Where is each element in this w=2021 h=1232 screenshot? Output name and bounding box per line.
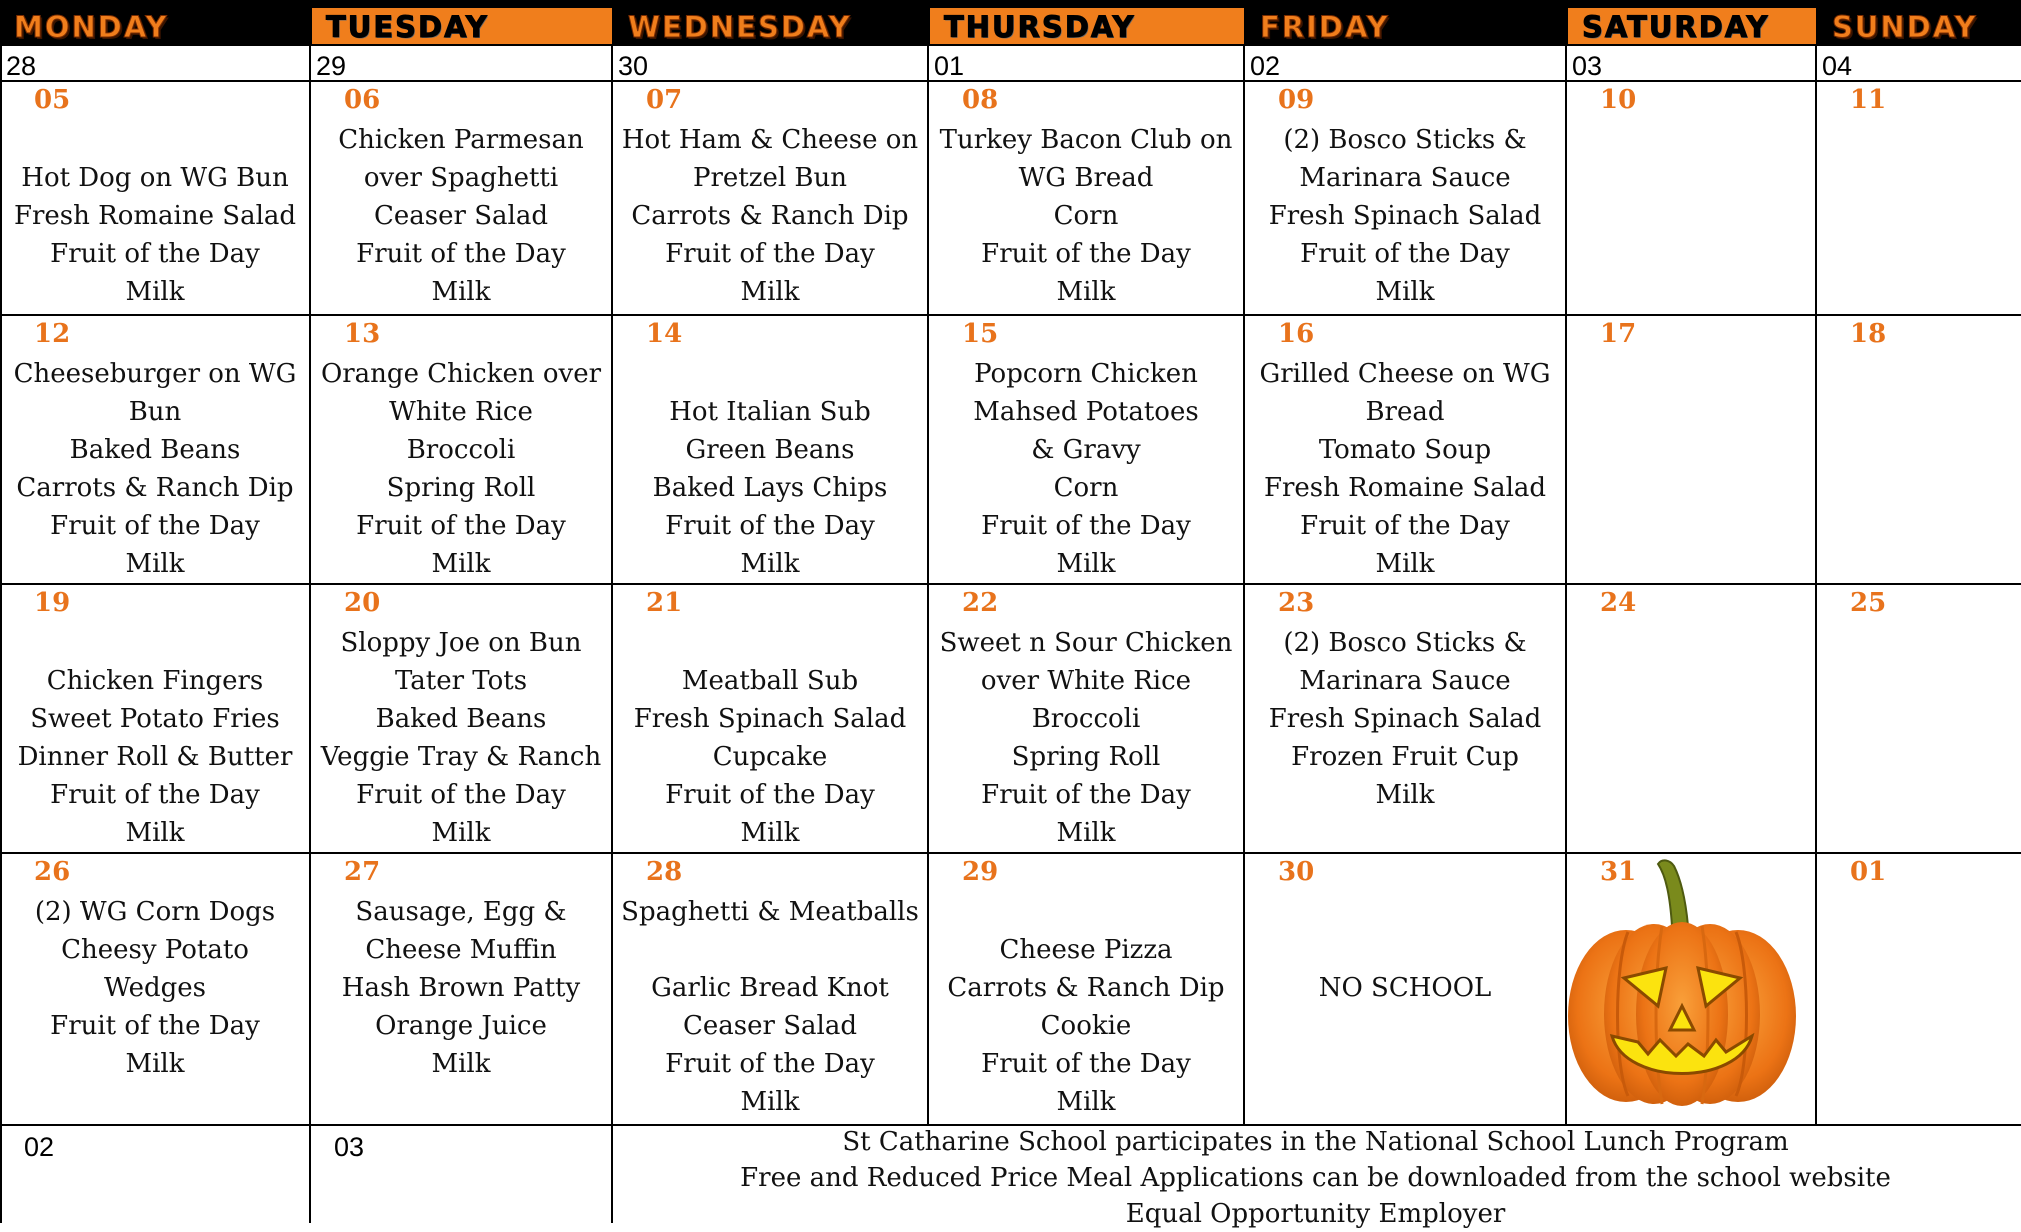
date-number: 24 (1600, 588, 1637, 618)
date-number: 27 (344, 857, 381, 887)
menu-item: Fruit of the Day (981, 511, 1191, 541)
menu-items (310, 624, 612, 852)
menu-items (612, 624, 928, 852)
row-divider (0, 80, 2021, 82)
menu-item: Spring Roll (1011, 742, 1161, 772)
prev-month-day: 02 (1250, 51, 1281, 81)
menu-item: Bun (128, 397, 182, 427)
date-number: 18 (1850, 319, 1887, 349)
menu-item: Baked Beans (69, 435, 241, 465)
date-number: 07 (646, 85, 683, 115)
menu-items (928, 893, 1244, 1121)
menu-item: Fresh Romaine Salad (13, 201, 297, 231)
menu-item: Milk (1375, 277, 1435, 307)
menu-item: Sausage, Egg & (355, 897, 567, 927)
date-number: 20 (344, 588, 381, 618)
menu-item: Fruit of the Day (1300, 239, 1510, 269)
menu-item: Hot Italian Sub (669, 397, 871, 427)
menu-item: Popcorn Chicken (974, 359, 1198, 389)
menu-item: Milk (431, 1049, 491, 1079)
menu-item: (2) Bosco Sticks & (1283, 125, 1527, 155)
menu-items (310, 893, 612, 1083)
date-number: 17 (1600, 319, 1637, 349)
menu-items (0, 121, 310, 311)
menu-items (0, 893, 310, 1083)
menu-item: Dinner Roll & Butter (17, 742, 293, 772)
menu-item: Fresh Spinach Salad (1268, 201, 1542, 231)
row-divider (0, 44, 2021, 46)
menu-item (1244, 893, 1566, 931)
menu-item: Milk (1375, 549, 1435, 579)
menu-item: Garlic Bread Knot (651, 973, 889, 1003)
menu-item: WG Bread (1018, 163, 1154, 193)
date-number: 11 (1850, 85, 1887, 115)
date-number: 23 (1278, 588, 1315, 618)
menu-item: Cheesy Potato (61, 935, 249, 965)
date-number: 08 (962, 85, 999, 115)
date-number: 16 (1278, 319, 1315, 349)
menu-item: Cheeseburger on WG (13, 359, 297, 389)
prev-month-day: 28 (6, 51, 37, 81)
menu-item: NO SCHOOL (1318, 973, 1492, 1003)
menu-item: Fruit of the Day (665, 780, 875, 810)
menu-item: Milk (1056, 1087, 1116, 1117)
menu-item: Orange Chicken over (320, 359, 602, 389)
menu-item: Fruit of the Day (50, 780, 260, 810)
menu-item: Cookie (1040, 1011, 1132, 1041)
menu-items (612, 355, 928, 583)
menu-item: Broccoli (406, 435, 516, 465)
prev-month-day: 03 (1572, 51, 1603, 81)
menu-item: Orange Juice (375, 1011, 547, 1041)
menu-items (612, 893, 928, 1121)
menu-item: (2) WG Corn Dogs (34, 897, 276, 927)
menu-item: over Spaghetti (363, 163, 559, 193)
menu-items (928, 355, 1244, 583)
date-number: 05 (34, 85, 71, 115)
menu-item (612, 624, 928, 662)
menu-item: Milk (125, 549, 185, 579)
weekday-header-tuesday: TUESDAY (312, 8, 612, 45)
menu-items (0, 624, 310, 852)
next-month-day: 02 (24, 1132, 55, 1162)
menu-item: Fruit of the Day (50, 511, 260, 541)
menu-item: Milk (740, 549, 800, 579)
program-notice (610, 1124, 2021, 1232)
menu-item: Milk (1056, 277, 1116, 307)
column-divider (1815, 45, 1817, 1125)
menu-item: (2) Bosco Sticks & (1283, 628, 1527, 658)
prev-month-day: 30 (618, 51, 649, 81)
menu-items (1244, 624, 1566, 814)
menu-item: Hot Ham & Cheese on (621, 125, 919, 155)
menu-item: Milk (125, 277, 185, 307)
row-divider (0, 583, 2021, 585)
date-number: 25 (1850, 588, 1887, 618)
weekday-header-friday: FRIDAY (1246, 8, 1566, 45)
notice-line: Equal Opportunity Employer (1125, 1199, 1506, 1229)
menu-item: Turkey Bacon Club on (939, 125, 1233, 155)
menu-item: Fruit of the Day (50, 239, 260, 269)
date-number: 28 (646, 857, 683, 887)
menu-item (0, 624, 310, 662)
date-number: 30 (1278, 857, 1315, 887)
menu-item: Fruit of the Day (665, 1049, 875, 1079)
menu-item: Green Beans (685, 435, 855, 465)
menu-item: Fruit of the Day (665, 239, 875, 269)
menu-item: White Rice (389, 397, 533, 427)
jack-o-lantern-icon (1566, 856, 1798, 1110)
menu-item: Mahsed Potatoes (973, 397, 1199, 427)
menu-item: over White Rice (980, 666, 1192, 696)
menu-item: Wedges (103, 973, 206, 1003)
menu-items (310, 121, 612, 311)
menu-item: Hash Brown Patty (341, 973, 581, 1003)
menu-item: Marinara Sauce (1299, 163, 1511, 193)
menu-item: Milk (1056, 549, 1116, 579)
menu-item: Corn (1053, 201, 1119, 231)
date-number: 15 (962, 319, 999, 349)
menu-item: Carrots & Ranch Dip (631, 201, 909, 231)
weekday-header-sunday: SUNDAY (1818, 8, 2021, 45)
menu-item: Milk (740, 1087, 800, 1117)
menu-item: Ceaser Salad (683, 1011, 857, 1041)
menu-item (0, 121, 310, 159)
next-month-day: 03 (334, 1132, 365, 1162)
weekday-header-wednesday: WEDNESDAY (614, 8, 928, 45)
menu-item: Spring Roll (386, 473, 536, 503)
menu-item: & Gravy (1031, 435, 1141, 465)
menu-item: Milk (1375, 780, 1435, 810)
prev-month-day: 29 (316, 51, 347, 81)
menu-item: Fruit of the Day (981, 239, 1191, 269)
date-number: 06 (344, 85, 381, 115)
date-number: 22 (962, 588, 999, 618)
date-number: 09 (1278, 85, 1315, 115)
weekday-header-thursday: THURSDAY (930, 8, 1244, 45)
menu-item: Pretzel Bun (692, 163, 848, 193)
menu-item: Cupcake (712, 742, 828, 772)
menu-item (1244, 931, 1566, 969)
menu-item: Fruit of the Day (356, 780, 566, 810)
menu-item: Carrots & Ranch Dip (947, 973, 1225, 1003)
date-number: 19 (34, 588, 71, 618)
menu-items (0, 355, 310, 583)
menu-item: Fruit of the Day (981, 1049, 1191, 1079)
weekday-header-monday: MONDAY (0, 8, 308, 45)
date-number: 21 (646, 588, 683, 618)
menu-item: Chicken Parmesan (338, 125, 584, 155)
date-number: 14 (646, 319, 683, 349)
menu-item: Fruit of the Day (1300, 511, 1510, 541)
menu-item: Spaghetti & Meatballs (621, 897, 919, 927)
menu-item: Tomato Soup (1318, 435, 1492, 465)
menu-item: Grilled Cheese on WG (1259, 359, 1551, 389)
menu-item: Baked Beans (375, 704, 547, 734)
weekday-header-saturday: SATURDAY (1568, 8, 1816, 45)
notice-line: Free and Reduced Price Meal Applications can be downloaded from the school website (740, 1163, 1891, 1193)
menu-item: Tater Tots (394, 666, 528, 696)
menu-item: Corn (1053, 473, 1119, 503)
notice-line: St Catharine School participates in the National School Lunch Program (842, 1127, 1789, 1157)
menu-item: Milk (431, 818, 491, 848)
menu-item (612, 931, 928, 969)
menu-item: Milk (1056, 818, 1116, 848)
prev-month-day: 01 (934, 51, 965, 81)
row-divider (0, 314, 2021, 316)
menu-item: Baked Lays Chips (652, 473, 888, 503)
menu-item: Fruit of the Day (356, 511, 566, 541)
menu-item: Milk (740, 277, 800, 307)
menu-items (1244, 121, 1566, 311)
menu-items (1244, 893, 1566, 1007)
menu-item: Marinara Sauce (1299, 666, 1511, 696)
date-number: 13 (344, 319, 381, 349)
menu-item: Fresh Spinach Salad (633, 704, 907, 734)
menu-item: Chicken Fingers (46, 666, 264, 696)
menu-item: Fresh Spinach Salad (1268, 704, 1542, 734)
menu-item: Ceaser Salad (374, 201, 548, 231)
menu-item: Milk (431, 549, 491, 579)
menu-item (928, 893, 1244, 931)
menu-items (928, 121, 1244, 311)
date-number: 01 (1850, 857, 1887, 887)
menu-item: Fruit of the Day (981, 780, 1191, 810)
menu-item: Sweet n Sour Chicken (939, 628, 1233, 658)
menu-item: Frozen Fruit Cup (1291, 742, 1519, 772)
menu-item: Cheese Muffin (365, 935, 557, 965)
menu-item: Cheese Pizza (999, 935, 1173, 965)
date-number: 29 (962, 857, 999, 887)
menu-item: Fruit of the Day (356, 239, 566, 269)
menu-item: Fruit of the Day (665, 511, 875, 541)
menu-item: Fresh Romaine Salad (1263, 473, 1547, 503)
menu-item (612, 355, 928, 393)
prev-month-day: 04 (1822, 51, 1853, 81)
date-number: 26 (34, 857, 71, 887)
menu-item: Milk (125, 1049, 185, 1079)
menu-item: Hot Dog on WG Bun (21, 163, 289, 193)
menu-item: Bread (1365, 397, 1445, 427)
row-divider (0, 852, 2021, 854)
menu-item: Fruit of the Day (50, 1011, 260, 1041)
menu-item: Veggie Tray & Ranch (320, 742, 602, 772)
menu-items (310, 355, 612, 583)
menu-item: Carrots & Ranch Dip (16, 473, 294, 503)
date-number: 10 (1600, 85, 1637, 115)
menu-item: Sloppy Joe on Bun (340, 628, 582, 658)
date-number: 31 (1600, 857, 1637, 887)
menu-item: Milk (740, 818, 800, 848)
menu-items (1244, 355, 1566, 583)
menu-items (612, 121, 928, 311)
menu-item: Broccoli (1031, 704, 1141, 734)
menu-item: Milk (125, 818, 185, 848)
menu-item: Sweet Potato Fries (30, 704, 280, 734)
menu-items (928, 624, 1244, 852)
date-number: 12 (34, 319, 71, 349)
menu-item: Meatball Sub (681, 666, 859, 696)
menu-item: Milk (431, 277, 491, 307)
